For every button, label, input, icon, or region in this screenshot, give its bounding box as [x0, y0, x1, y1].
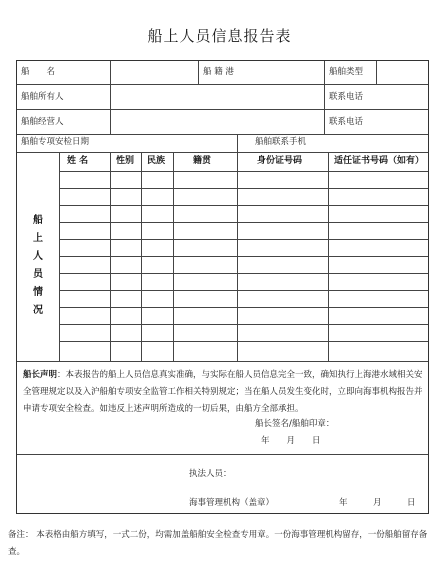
col-header-gender: 性别: [116, 156, 135, 166]
row-divider: [59, 222, 428, 223]
captain-signature-label: 船长签名/船舶印章：: [255, 419, 335, 429]
authority-seal-label: 海事管理机构（盖章）: [189, 498, 275, 508]
row-divider: [17, 134, 428, 135]
crew-section-label-char: 人: [33, 251, 43, 262]
row-divider: [59, 341, 428, 342]
declaration-heading: 船长声明: [23, 370, 58, 380]
ship-phone-label: 船舶联系手机: [255, 137, 307, 147]
authority-date: 年 月 日: [339, 498, 416, 508]
port-of-registry-label: 船 籍 港: [203, 67, 234, 77]
col-divider: [198, 61, 199, 84]
captain-declaration: [23, 367, 425, 418]
declaration-body: ：本表报告的船上人员信息真实准确，与实际在船人员信息完全一致，确知执行上海港水域相关安全管理规定以及入沪船舶专项安全监管工作相关特别规定；当在船人员发生变化时，立即向海事机构报告并申请专项安全检查。如违反上述声明所造成的一切后果，由船方全部承担。: [23, 370, 423, 414]
row-divider: [59, 273, 428, 274]
report-form: [16, 60, 429, 514]
crew-section-label-char: 员: [33, 269, 43, 280]
row-divider: [59, 171, 428, 172]
ship-name-label: 船 名: [21, 67, 56, 77]
row-divider: [17, 109, 428, 110]
owner-phone-label: 联系电话: [329, 92, 364, 102]
row-divider: [59, 307, 428, 308]
col-header-name: 姓 名: [67, 156, 89, 166]
row-divider: [17, 152, 428, 153]
row-divider: [59, 188, 428, 189]
col-header-native-place: 籍贯: [193, 156, 212, 166]
form-title: 船上人员信息报告表: [147, 27, 292, 45]
row-divider: [59, 290, 428, 291]
crew-section-label-char: 情: [33, 287, 43, 298]
operator-phone-label: 联系电话: [329, 117, 364, 127]
row-divider: [17, 454, 428, 455]
operator-label: 船舶经营人: [21, 117, 64, 127]
crew-section-label-char: 况: [33, 305, 43, 316]
declaration-date: 年 月 日: [261, 436, 321, 446]
row-divider: [59, 324, 428, 325]
col-divider: [110, 61, 111, 134]
row-divider: [59, 205, 428, 206]
officer-label: 执法人员：: [189, 469, 232, 479]
footnote: 备注： 本表格由船方填写，一式二份，均需加盖船舶安全检查专用章。一份海事管理机构留存，一份船舶留存备查。: [8, 530, 428, 557]
row-divider: [17, 84, 428, 85]
col-divider: [324, 61, 325, 134]
col-header-ethnicity: 民族: [147, 156, 166, 166]
col-divider: [376, 61, 377, 84]
col-header-id-number: 身份证号码: [257, 156, 303, 166]
owner-label: 船舶所有人: [21, 92, 64, 102]
row-divider: [17, 361, 428, 362]
crew-section-label-char: 上: [33, 233, 43, 244]
crew-section-label-char: 船: [33, 215, 43, 226]
col-divider: [237, 134, 238, 152]
ship-type-label: 船舶类型: [329, 67, 364, 77]
row-divider: [59, 256, 428, 257]
col-header-certificate-number: 适任证书号码（如有）: [334, 156, 425, 166]
row-divider: [59, 239, 428, 240]
inspection-date-label: 船舶专项安检日期: [21, 137, 90, 147]
